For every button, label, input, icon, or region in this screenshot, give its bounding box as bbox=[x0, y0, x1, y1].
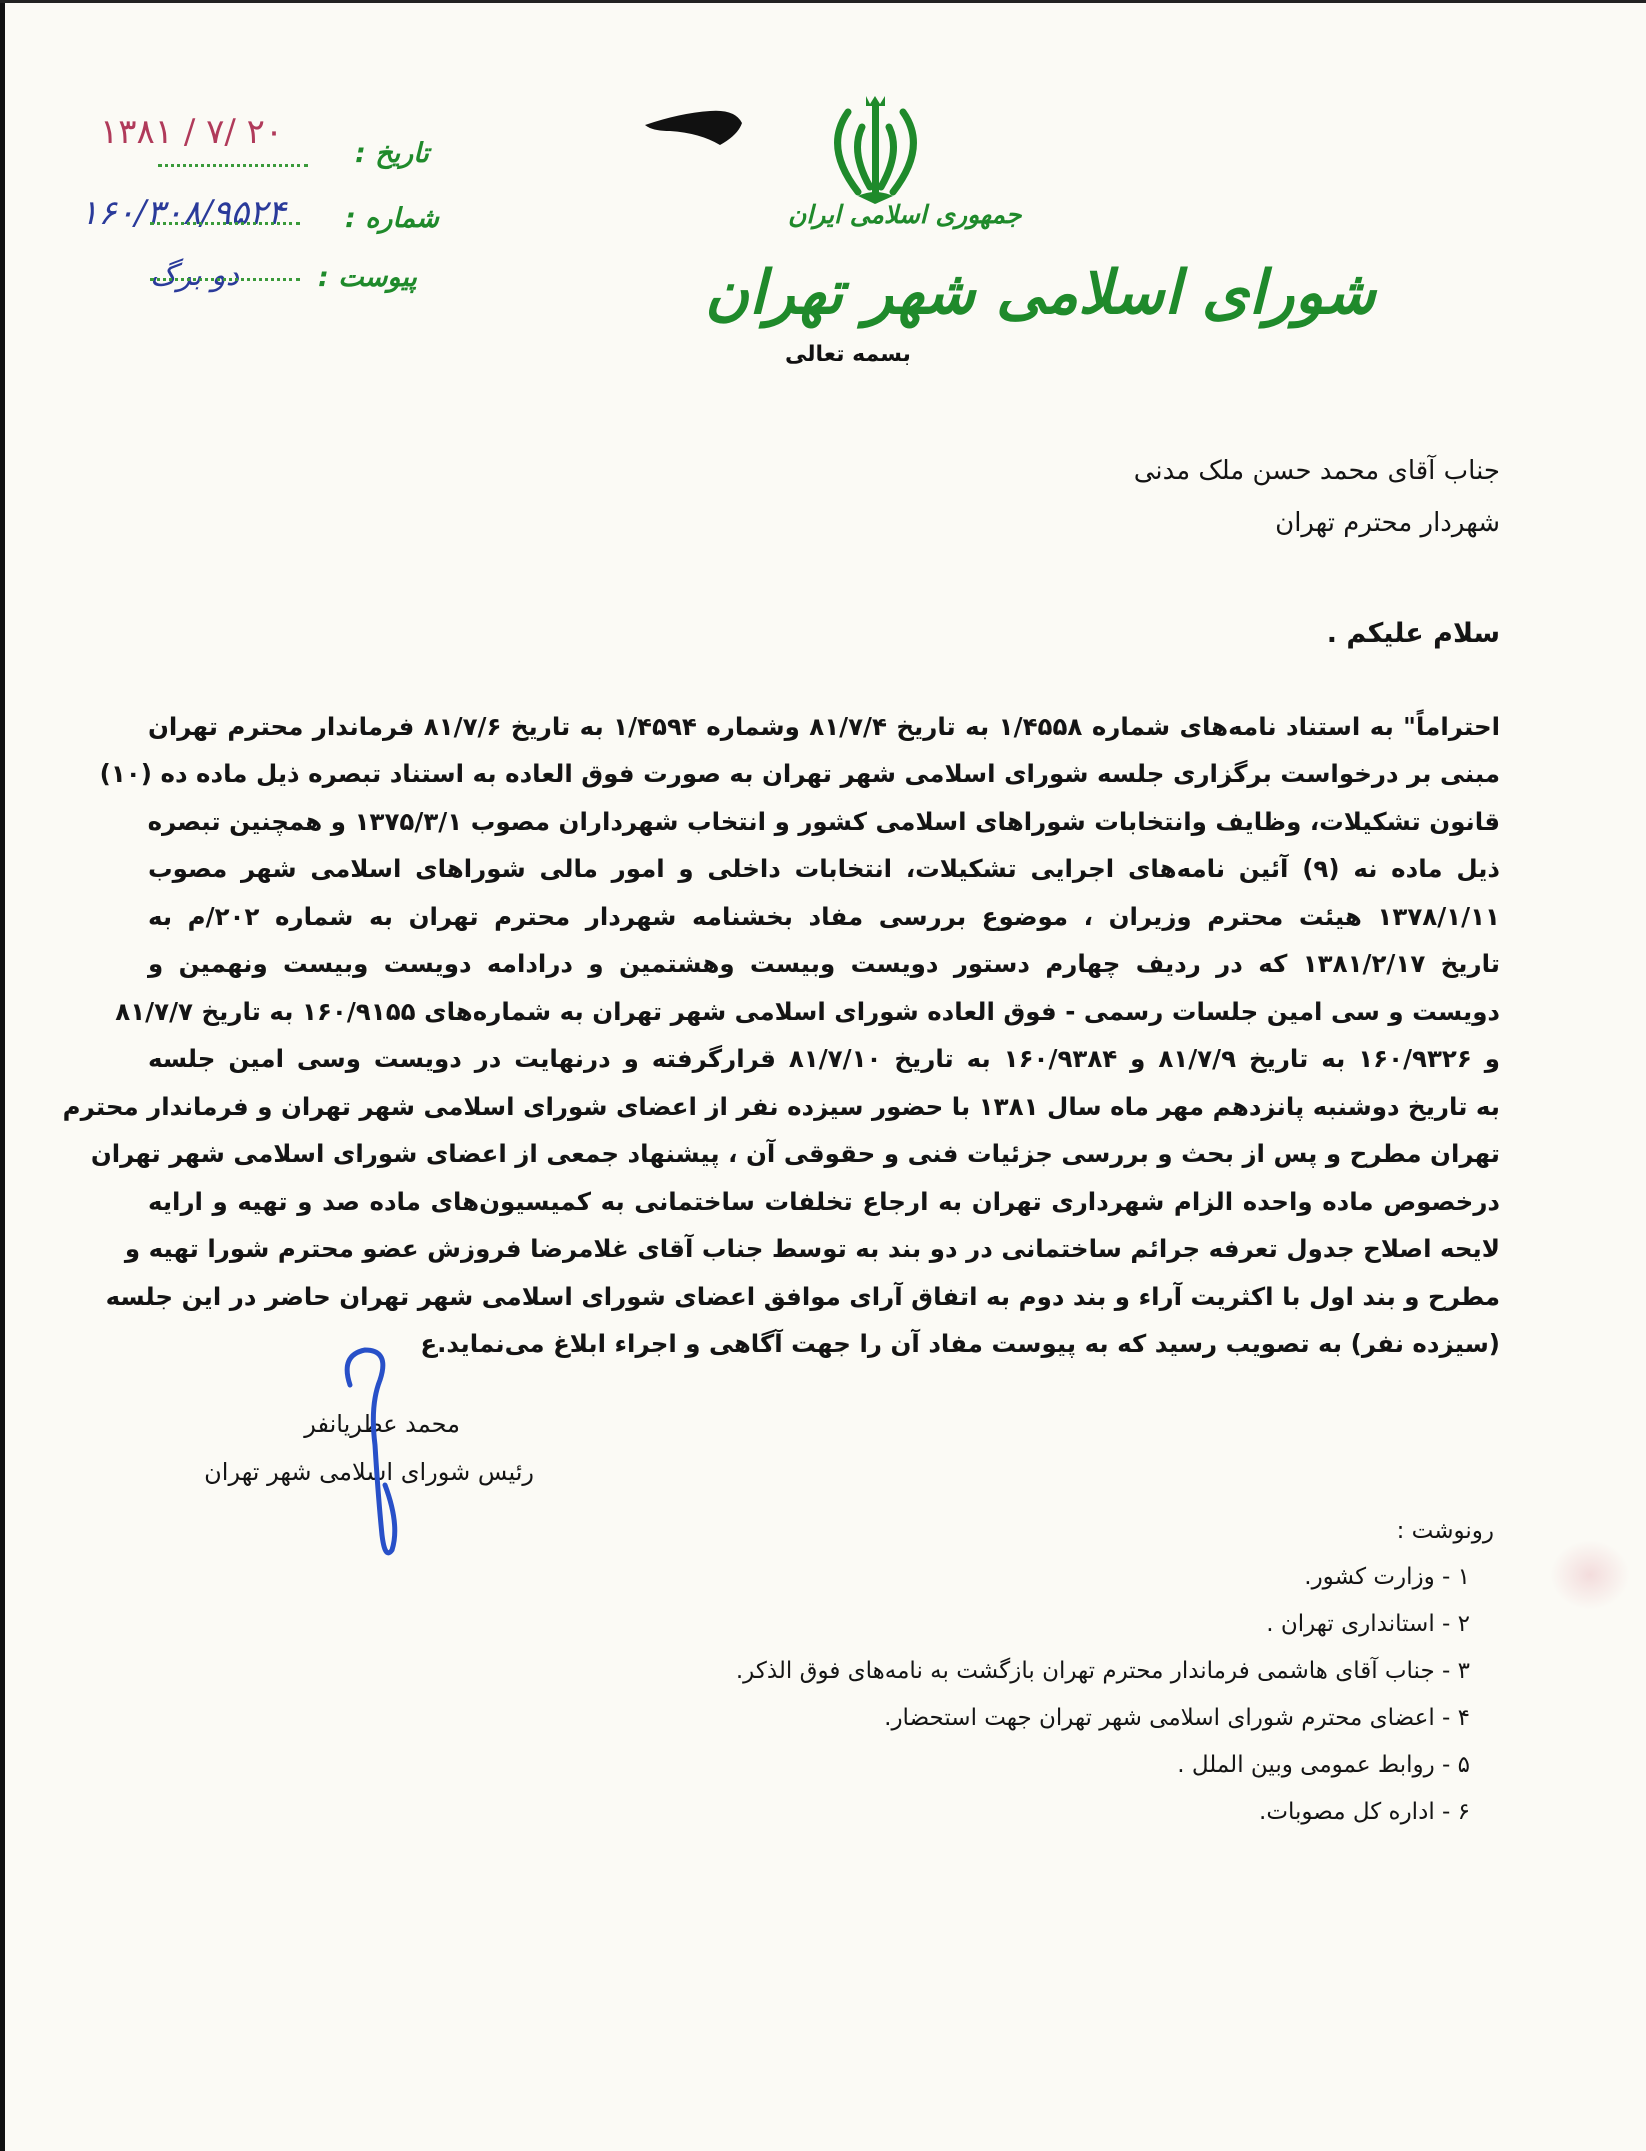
number-value: ۱۶۰/۳۰۸/۹۵۲۴ bbox=[80, 193, 286, 233]
number-dotted-line bbox=[150, 222, 300, 225]
greeting: سلام علیکم . bbox=[1326, 618, 1500, 649]
body-line: درخصوص ماده واحده الزام شهرداری تهران به ارجاع تخلفات ساختمانی به کمیسیون‌های ماده صد و تهیه و ارایه bbox=[148, 1187, 1500, 1216]
number-label: شماره : bbox=[345, 203, 439, 234]
handwritten-signature bbox=[330, 1335, 420, 1565]
body-line: به تاریخ دوشنبه پانزدهم مهر ماه سال ۱۳۸۱ با حضور سیزده نفر از اعضای شورای اسلامی شهر تهران و فرماندار محترم bbox=[62, 1092, 1500, 1121]
cc-heading: رونوشت : bbox=[1396, 1518, 1494, 1544]
body-line: ۱۳۷۸/۱/۱۱ هیئت محترم وزیران ، موضوع بررسی مفاد بخشنامه شهردار محترم تهران به شماره ۲۰۲/م به bbox=[148, 902, 1500, 931]
cc-item: ۴ - اعضای محترم شورای اسلامی شهر تهران جهت استحضار. bbox=[884, 1705, 1470, 1731]
date-dotted-line bbox=[158, 164, 308, 167]
body-line: قانون تشکیلات، وظایف وانتخابات شوراهای اسلامی کشور و انتخاب شهرداران مصوب ۱۳۷۵/۳/۱ و همچنین تبصره bbox=[147, 807, 1500, 836]
council-name: شورای اسلامی شهر تهران bbox=[705, 258, 1376, 328]
cc-item: ۶ - اداره کل مصوبات. bbox=[1259, 1799, 1470, 1825]
attachment-dotted-line bbox=[150, 278, 300, 281]
body-line: احتراماً" به استناد نامه‌های شماره ۱/۴۵۵۸ به تاریخ ۸۱/۷/۴ وشماره ۱/۴۵۹۴ به تاریخ ۸۱/۷/۶ فرماندار محترم تهران bbox=[148, 712, 1501, 741]
signer-name: محمد عطریانفر bbox=[304, 1410, 460, 1438]
body-line: لایحه اصلاح جدول تعرفه جرائم ساختمانی در دو بند به توسط جناب آقای غلامرضا فروزش عضو محترم شورا تهیه و bbox=[124, 1234, 1500, 1263]
cc-item: ۳ - جناب آقای هاشمی فرماندار محترم تهران بازگشت به نامه‌های فوق الذکر. bbox=[735, 1658, 1470, 1684]
body-line: دویست و سی امین جلسات رسمی - فوق العاده شورای اسلامی شهر تهران به شماره‌های ۱۶۰/۹۱۵۵ به تاریخ ۸۱/۷/۷ bbox=[115, 997, 1500, 1026]
date-label: تاریخ : bbox=[355, 138, 429, 169]
scan-border-left bbox=[0, 0, 5, 2151]
signer-title: رئیس شورای اسلامی شهر تهران bbox=[204, 1458, 534, 1486]
body-line: مطرح و بند اول با اکثریت آراء و بند دوم به اتفاق آرای موافق اعضای شورای اسلامی شهر تهران حاضر در این جلسه bbox=[105, 1282, 1500, 1311]
body-line: ذیل ماده نه (۹) آئین نامه‌های اجرایی تشکیلات، انتخابات داخلی و امور مالی شوراهای اسلامی شهر مصوب bbox=[148, 854, 1500, 883]
cc-item: ۲ - استانداری تهران . bbox=[1266, 1611, 1470, 1637]
cc-item: ۱ - وزارت کشور. bbox=[1304, 1564, 1470, 1590]
republic-title: جمهوری اسلامی ایران bbox=[788, 200, 1022, 229]
attachment-label: پیوست : bbox=[318, 262, 417, 293]
body-line: (سیزده نفر) به تصویب رسید که به پیوست مفاد آن را جهت آگاهی و اجراء ابلاغ می‌نماید.ع bbox=[420, 1329, 1500, 1358]
addressee-title: شهردار محترم تهران bbox=[1275, 508, 1500, 538]
basmala: بسمه تعالی bbox=[785, 342, 911, 367]
body-line: تهران مطرح و پس از بحث و بررسی جزئیات فنی و حقوقی آن ، پیشنهاد جمعی از اعضای شورای اسلامی شهر تهران bbox=[90, 1139, 1500, 1168]
ink-blot bbox=[640, 105, 750, 150]
scan-border-top bbox=[0, 0, 1646, 3]
iran-emblem-icon bbox=[818, 92, 933, 212]
paper-stain bbox=[1550, 1540, 1630, 1610]
attachment-value: دو برگ bbox=[150, 258, 240, 293]
body-line: مبنی بر درخواست برگزاری جلسه شورای اسلامی شهر تهران به صورت فوق العاده به استناد تبصره ذیل ماده ده (۱۰) bbox=[99, 759, 1500, 788]
cc-item: ۵ - روابط عمومی وبین الملل . bbox=[1177, 1752, 1470, 1778]
addressee-name: جناب آقای محمد حسن ملک مدنی bbox=[1133, 456, 1500, 486]
body-line: تاریخ ۱۳۸۱/۲/۱۷ که در ردیف چهارم دستور دویست وبیست وهشتمین و درادامه دویست وبیست ونهمین و bbox=[148, 949, 1501, 978]
date-value: ۱۳۸۱ / ۷/ ۲۰ bbox=[100, 112, 284, 152]
body-line: و ۱۶۰/۹۳۲۶ به تاریخ ۸۱/۷/۹ و ۱۶۰/۹۳۸۴ به تاریخ ۸۱/۷/۱۰ قرارگرفته و درنهایت در دویست وسی امین جلسه bbox=[148, 1044, 1500, 1073]
